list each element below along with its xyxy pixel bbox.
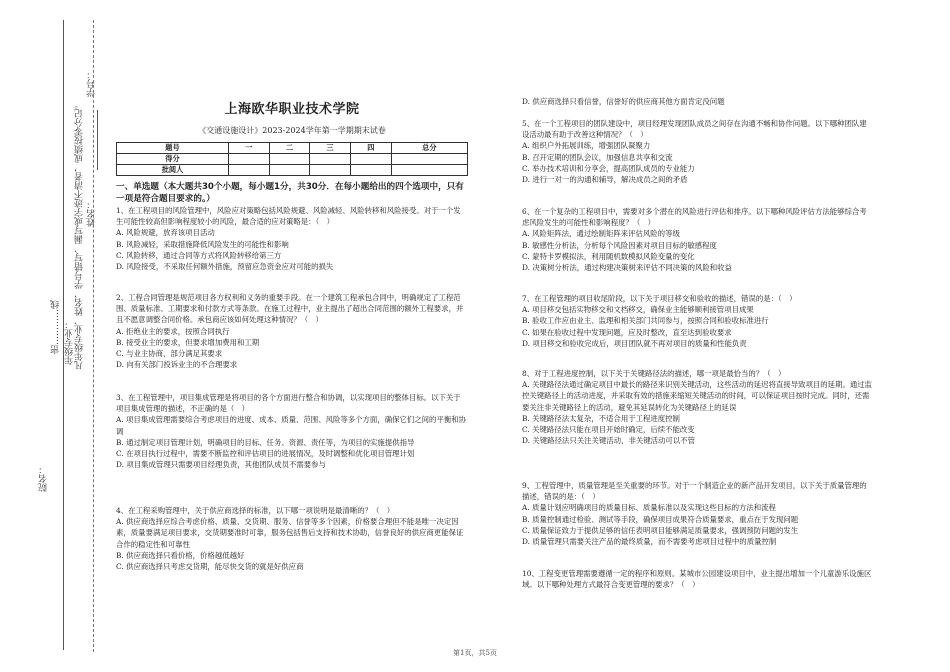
question-option: B. 风险减轻，采取措施降低风险发生的可能性和影响 <box>116 239 289 249</box>
grade-label: 年级专业： <box>65 320 75 365</box>
question <box>116 205 468 272</box>
question-option: B. 供应商选择只看价格，价格越低越好 <box>116 550 245 560</box>
score-table <box>116 142 468 176</box>
question-option: C. 关键路径法只能在项目开始时确定，后续不能改变 <box>522 425 695 435</box>
question-option: D. 项目移交和验收完成后，项目团队就不再对项目的质量和性能负责 <box>522 338 747 348</box>
question-option: C. 供应商选择只考虑交货期，能尽快交货的就是好供应商 <box>116 562 304 572</box>
question-option: D. 向有关部门投诉业主的不合理要求 <box>116 360 238 370</box>
exam-title: 《交通设施设计》2023-2024学年第一学期期末试卷 <box>198 126 386 135</box>
question-option: D. 质量管理只需要关注产品的最终质量，而不需要考虑项目过程中的质量控制 <box>522 537 777 547</box>
question <box>522 293 796 349</box>
score-table-header-row <box>117 143 468 154</box>
question-option: C. 风险转移，通过合同等方式将风险转移给第三方 <box>116 250 282 260</box>
question-option: D. 供应商选择只看信誉，信誉好的供应商其他方面肯定没问题 <box>522 97 725 106</box>
question-option: B. 敏感性分析法，分析每个风险因素对项目目标的敏感程度 <box>522 240 717 250</box>
score-cell: 总分 <box>391 143 467 154</box>
score-cell: 一 <box>228 143 269 154</box>
question-option: D. 进行一对一的沟通和辅导，解决成员之间的矛盾 <box>522 175 688 185</box>
question-option: B. 通过制定项目管理计划，明确项目的目标、任务、资源、责任等，为项目的实施提供指导 <box>116 437 415 447</box>
question-option: C. 在项目执行过程中，需要不断监控和评估项目的进展情况，及时调整和优化项目管理计划 <box>116 449 415 459</box>
question <box>522 96 725 107</box>
student-id-label: 学号： <box>87 70 97 97</box>
student-id-line <box>97 110 98 170</box>
question-option: D. 项目集成管理只需要项目经理负责，其他团队成员不需要参与 <box>116 460 326 470</box>
question <box>522 480 872 547</box>
question-stem: 7、在工程管理的项目收尾阶段，以下关于项目移交和验收的描述，错误的是：（ ） <box>522 294 797 303</box>
question-option: D. 决策树分析法，通过构建决策树来评估不同决策的风险和收益 <box>522 263 732 273</box>
section-title: 一、单选题（本大题共30个小题，每小题1分，共30分．在每小题给出的四个选项中，只有一项是符合题目要求的。） <box>116 182 464 204</box>
question <box>522 568 872 590</box>
seal-line-note: 密…………线 <box>51 300 61 354</box>
binding-line <box>63 20 64 650</box>
question-option: B. 接受业主的要求，但要求增加费用和工期 <box>116 337 260 347</box>
question-option: A. 风险矩阵法，通过绘制矩阵来评估风险的等级 <box>522 229 680 239</box>
question-option: B. 关键路径法太复杂，不适合用于工程进度控制 <box>522 413 680 423</box>
question <box>116 505 468 572</box>
question-option: C. 蒙特卡罗模拟法，利用随机数模拟风险变量的变化 <box>522 251 695 261</box>
question-option: A. 质量计划应明确项目的质量目标、质量标准以及实现这些目标的方法和流程 <box>522 503 776 513</box>
question <box>116 392 468 470</box>
binding-notice: 凡年级专业、姓名、学号错写、漏写或字迹不清者，成绩按零分记。 <box>75 100 85 370</box>
question <box>522 118 872 185</box>
score-cell: 四 <box>350 143 391 154</box>
question-stem: 4、在工程采购管理中，关于供应商选择的标准，以下哪一项说明是最清晰的？（ ） <box>116 506 395 515</box>
question-stem: 3、在工程管理中，项目集成管理是将项目的各个方面进行整合和协调，以实现项目的整体目标。以下关于项目集成管理的描述，不正确的是（ ） <box>116 393 461 414</box>
question-option: A. 关键路径法通过确定项目中最长的路径来识别关键活动，这些活动的延迟将直接导致项目的延期。通过监控关键路径上的活动进度，并采取有效的措施来缩短关键活动的时间，可以保证项目按时完成。同时，还需要关注非关键路径上的活动，避免其延误转化为关键路径上的延误 <box>522 380 873 412</box>
question <box>522 368 872 446</box>
question-option: C. 与业主协商，部分满足其要求 <box>116 349 223 359</box>
name-label: 姓名： <box>87 200 97 227</box>
question-option: B. 召开定期的团队会议，加强信息共享和交流 <box>522 152 673 162</box>
school-title: 上海欧华职业技术学院 <box>224 102 360 117</box>
binding-margin <box>0 0 110 672</box>
score-row <box>117 154 468 165</box>
question-stem: 6、在一个复杂的工程项目中，需要对多个潜在的风险进行评估和排序。以下哪种风险评估方法能够综合考虑风险发生的可能性和影响程度？（ ） <box>522 207 867 228</box>
question-option: A. 风险规避，放弃该项目活动 <box>116 228 215 238</box>
question-stem: 10、工程变更管理需要遵循一定的程序和原则。某城市公园建设项目中，业主提出增加一个儿童游乐设施区域。以下哪种处理方式最符合变更管理的要求？（ ） <box>522 569 872 590</box>
page-footer: 第1页，共5页 <box>453 649 497 657</box>
question-option: A. 项目集成管理需要综合考虑项目的进度、成本、质量、范围、风险等多个方面，确保它们之间的平衡和协调 <box>116 415 467 436</box>
seal-dashed-line <box>93 20 94 652</box>
question-option: A. 组织户外拓展训练，增强团队凝聚力 <box>522 141 651 151</box>
question-option: C. 举办技术培训和分享会，提高团队成员的专业能力 <box>522 163 695 173</box>
question-option: A. 供应商选择应综合考虑价格、质量、交货期、服务、信誉等多个因素，价格要合理但不能是唯一决定因素，质量要满足项目要求，交货期要准时可靠，服务包括售后支持和技术协助，信誉良好的供应商更能保证合作的稳定性和可靠性 <box>116 517 464 549</box>
question-stem: 5、在一个工程项目的团队建设中，项目经理发现团队成员之间存在沟通不畅和协作问题。以下哪种团队建设活动最有助于改善这种情况？（ ） <box>522 119 867 140</box>
score-cell: 题号 <box>117 143 229 154</box>
reviewer-row <box>117 165 468 176</box>
question-option: C. 如果在验收过程中发现问题，应及时整改，直至达到验收要求 <box>522 327 732 337</box>
score-cell: 三 <box>310 143 351 154</box>
question-option: B. 验收工作应由业主、监理和相关部门共同参与，按照合同和验收标准进行 <box>522 316 769 326</box>
score-row-label: 得分 <box>117 154 229 165</box>
score-cell: 二 <box>269 143 310 154</box>
question-option: A. 项目移交包括实物移交和文档移交，确保业主能够顺利接管项目成果 <box>522 305 754 315</box>
question-option: A. 拒绝业主的要求，按照合同执行 <box>116 326 230 336</box>
question <box>522 206 872 273</box>
question-stem: 1、在工程项目的风险管理中，风险应对策略包括风险规避、风险减轻、风险转移和风险接受。对于一个发生可能性较高但影响程度较小的风险，最合适的应对策略是：（ ） <box>116 206 461 227</box>
question <box>116 292 468 370</box>
reviewer-row-label: 批阅人 <box>117 165 229 176</box>
question-option: C. 质量保证致力于提供足够的信任表明项目能够满足质量要求，强调预防问题的发生 <box>522 525 799 535</box>
question-stem: 2、工程合同管理是规范项目各方权利和义务的重要手段。在一个建筑工程承包合同中，明确规定了工程范围、质量标准、工期要求和付款方式等条款。在施工过程中，业主提出了超出合同范围的额外工程要求，并且不愿意调整合同价格。承包商应该如何处理这种情况？（ ） <box>116 293 464 325</box>
question-option: B. 质量控制通过检验、测试等手段，确保项目成果符合质量要求，重点在于发现问题 <box>522 514 799 524</box>
question-stem: 8、对于工程进度控制，以下关于关键路径法的描述，哪一项是最恰当的？（ ） <box>522 369 786 378</box>
question-option: D. 风险接受，不采取任何额外措施，预留应急资金应对可能的损失 <box>116 262 334 272</box>
question-option: D. 关键路径法只关注关键活动，非关键活动可以不管 <box>522 436 695 446</box>
question-stem: 9、工程管理中，质量管理是至关重要的环节。对于一个制造企业的新产品开发项目，以下关于质量管理的描述，错误的是：（ ） <box>522 481 867 502</box>
school-label: 院名： <box>39 465 49 492</box>
